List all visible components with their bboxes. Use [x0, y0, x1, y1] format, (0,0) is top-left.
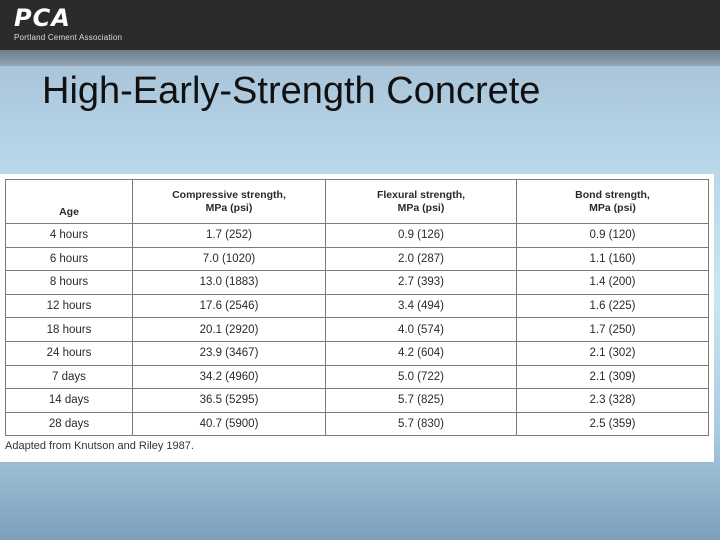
cell-compressive: 20.1 (2920)	[133, 318, 326, 342]
header-row	[6, 180, 709, 224]
cell-age: 24 hours	[6, 341, 133, 365]
logo-mark: PCA	[14, 4, 71, 32]
table-row	[6, 247, 709, 271]
cell-bond: 2.3 (328)	[517, 389, 709, 413]
cell-bond: 1.4 (200)	[517, 271, 709, 295]
col-header-unit: MPa (psi)	[205, 201, 253, 214]
cell-bond: 2.1 (309)	[517, 365, 709, 389]
col-header-label: Compressive strength,	[172, 188, 286, 201]
col-header-compressive	[133, 180, 326, 224]
cell-age: 8 hours	[6, 271, 133, 295]
col-header-unit: MPa (psi)	[589, 201, 636, 214]
cell-compressive: 7.0 (1020)	[133, 247, 326, 271]
cell-compressive: 17.6 (2546)	[133, 294, 326, 318]
cell-compressive: 1.7 (252)	[133, 224, 326, 248]
table-row	[6, 271, 709, 295]
cell-age: 12 hours	[6, 294, 133, 318]
cell-flexural: 2.0 (287)	[326, 247, 517, 271]
strength-table	[5, 179, 709, 436]
table-row	[6, 389, 709, 413]
cell-flexural: 2.7 (393)	[326, 271, 517, 295]
cell-age: 18 hours	[6, 318, 133, 342]
cell-flexural: 5.0 (722)	[326, 365, 517, 389]
col-header-label: Flexural strength,	[376, 188, 466, 201]
cell-flexural: 4.2 (604)	[326, 341, 517, 365]
header-bar	[0, 0, 720, 50]
table-row	[6, 365, 709, 389]
col-header-label: Age	[59, 206, 79, 218]
pca-logo	[14, 4, 122, 42]
table-row	[6, 412, 709, 436]
cell-age: 7 days	[6, 365, 133, 389]
cell-flexural: 5.7 (825)	[326, 389, 517, 413]
cell-flexural: 4.0 (574)	[326, 318, 517, 342]
cell-bond: 0.9 (120)	[517, 224, 709, 248]
cell-flexural: 5.7 (830)	[326, 412, 517, 436]
cell-flexural: 3.4 (494)	[326, 294, 517, 318]
table-panel	[0, 174, 714, 462]
cell-compressive: 34.2 (4960)	[133, 365, 326, 389]
table-row	[6, 318, 709, 342]
cell-compressive: 23.9 (3467)	[133, 341, 326, 365]
logo-subtitle: Portland Cement Association	[14, 33, 123, 42]
table-caption: Adapted from Knutson and Riley 1987.	[5, 440, 194, 452]
col-header-unit: MPa (psi)	[397, 201, 445, 214]
cell-compressive: 13.0 (1883)	[133, 271, 326, 295]
col-header-age	[6, 180, 133, 224]
col-header-label: Bond strength,	[575, 188, 650, 201]
cell-age: 4 hours	[6, 224, 133, 248]
cell-bond: 1.7 (250)	[517, 318, 709, 342]
cell-bond: 1.6 (225)	[517, 294, 709, 318]
cell-bond: 2.5 (359)	[517, 412, 709, 436]
col-header-bond	[517, 180, 709, 224]
table-row	[6, 294, 709, 318]
col-header-flexural	[326, 180, 517, 224]
cell-compressive: 40.7 (5900)	[133, 412, 326, 436]
header-stripe	[0, 50, 720, 66]
table-row	[6, 224, 709, 248]
cell-bond: 1.1 (160)	[517, 247, 709, 271]
cell-flexural: 0.9 (126)	[326, 224, 517, 248]
cell-age: 28 days	[6, 412, 133, 436]
cell-bond: 2.1 (302)	[517, 341, 709, 365]
slide-title: High-Early-Strength Concrete	[42, 70, 541, 112]
cell-age: 6 hours	[6, 247, 133, 271]
cell-compressive: 36.5 (5295)	[133, 389, 326, 413]
cell-age: 14 days	[6, 389, 133, 413]
table-row	[6, 341, 709, 365]
